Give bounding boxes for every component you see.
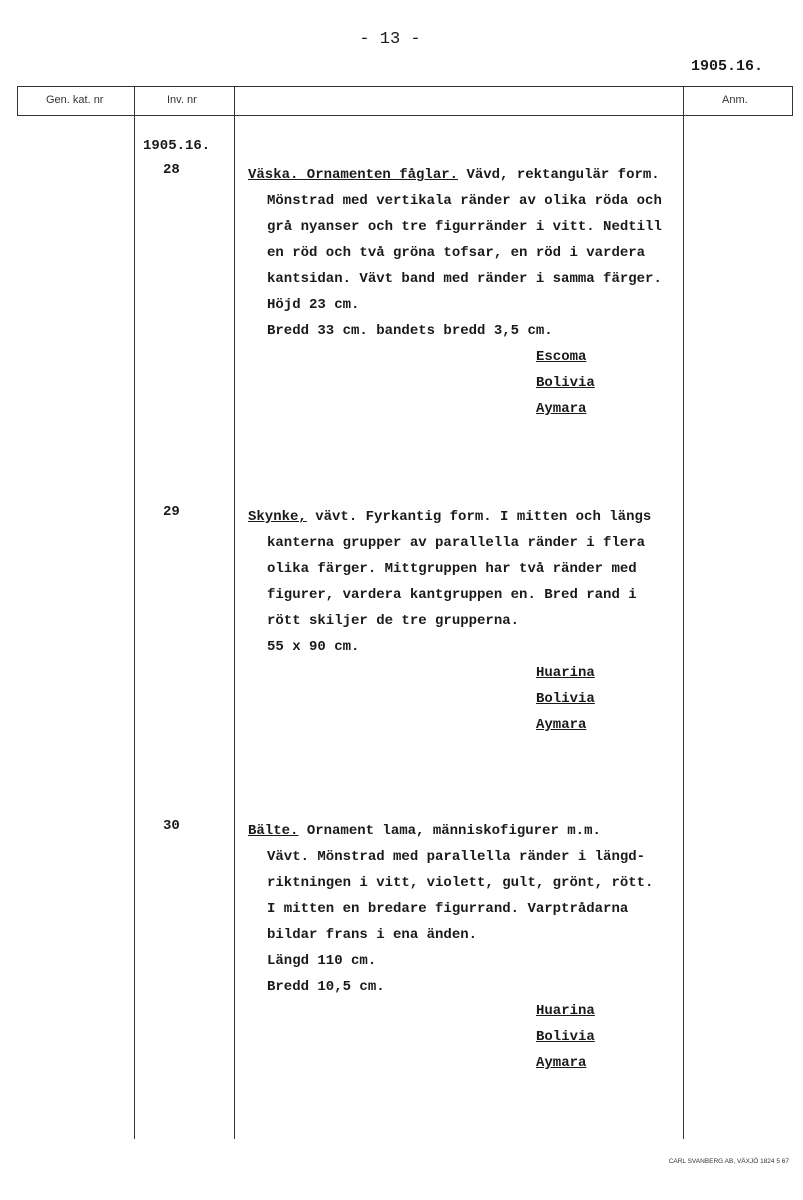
- description-line: 55 x 90 cm.: [267, 639, 360, 655]
- description-line: figurer, vardera kantgruppen en. Bred rand i: [267, 587, 637, 603]
- provenance-block: [536, 344, 595, 422]
- inventory-number: 29: [163, 504, 180, 520]
- column-header-anm: Anm.: [722, 94, 748, 106]
- provenance-people: Aymara: [536, 401, 587, 417]
- provenance-country: Bolivia: [536, 375, 595, 391]
- description-line: kantsidan. Vävt band med ränder i samma färger.: [267, 271, 662, 287]
- column-header-inv: Inv. nr: [167, 94, 197, 106]
- description-line: I mitten en bredare figurrand. Varptrådarna: [267, 901, 629, 917]
- description-line: riktningen i vitt, violett, gult, grönt, rött.: [267, 875, 654, 891]
- provenance-country: Bolivia: [536, 1029, 595, 1045]
- provenance-locality: Escoma: [536, 349, 587, 365]
- printer-imprint: CARL SVANBERG AB, VÄXJÖ 1824 5 67: [668, 1158, 789, 1165]
- description-line: Bredd 33 cm. bandets bredd 3,5 cm.: [267, 323, 553, 339]
- provenance-people: Aymara: [536, 1055, 587, 1071]
- accession-date-note: 1905.16.: [143, 138, 211, 154]
- table-left-border: [17, 86, 18, 116]
- series-reference: 1905.16.: [690, 58, 763, 75]
- page-number: - 13 -: [359, 30, 421, 49]
- object-name: Skynke,: [248, 509, 307, 525]
- entry-description: [248, 818, 688, 1000]
- description-line: Vävt. Mönstrad med parallella ränder i längd-: [267, 849, 646, 865]
- table-right-border: [792, 86, 793, 116]
- provenance-locality: Huarina: [536, 665, 595, 681]
- description-line: olika färger. Mittgruppen har två ränder med: [267, 561, 637, 577]
- description-line: Längd 110 cm.: [267, 953, 377, 969]
- provenance-people: Aymara: [536, 717, 587, 733]
- description-line: Ornament lama, människofigurer m.m.: [298, 823, 601, 839]
- provenance-country: Bolivia: [536, 691, 595, 707]
- inventory-number: 30: [163, 818, 180, 834]
- description-line: bildar frans i ena änden.: [267, 927, 478, 943]
- object-name: Väska. Ornamenten fåglar.: [248, 167, 459, 183]
- inventory-number: 28: [163, 162, 180, 178]
- description-line: en röd och två gröna tofsar, en röd i vardera: [267, 245, 646, 261]
- description-line: Höjd 23 cm.: [267, 297, 360, 313]
- description-line: kanterna grupper av parallella ränder i flera: [267, 535, 646, 551]
- column-divider-gen-inv: [134, 86, 135, 1139]
- entry-description: [248, 504, 688, 660]
- provenance-block: [536, 998, 595, 1076]
- description-line: rött skiljer de tre grupperna.: [267, 613, 520, 629]
- provenance-locality: Huarina: [536, 1003, 595, 1019]
- column-divider-inv-desc: [234, 86, 235, 1139]
- description-line: Bredd 10,5 cm.: [267, 979, 385, 995]
- entry-description: [248, 162, 688, 344]
- description-line: Vävd, rektangulär form.: [458, 167, 660, 183]
- description-line: Mönstrad med vertikala ränder av olika röda och: [267, 193, 662, 209]
- provenance-block: [536, 660, 595, 738]
- description-line: grå nyanser och tre figurränder i vitt. Nedtill: [267, 219, 662, 235]
- description-line: vävt. Fyrkantig form. I mitten och längs: [306, 509, 652, 525]
- column-header-gen-kat: Gen. kat. nr: [46, 94, 104, 106]
- object-name: Bälte.: [248, 823, 299, 839]
